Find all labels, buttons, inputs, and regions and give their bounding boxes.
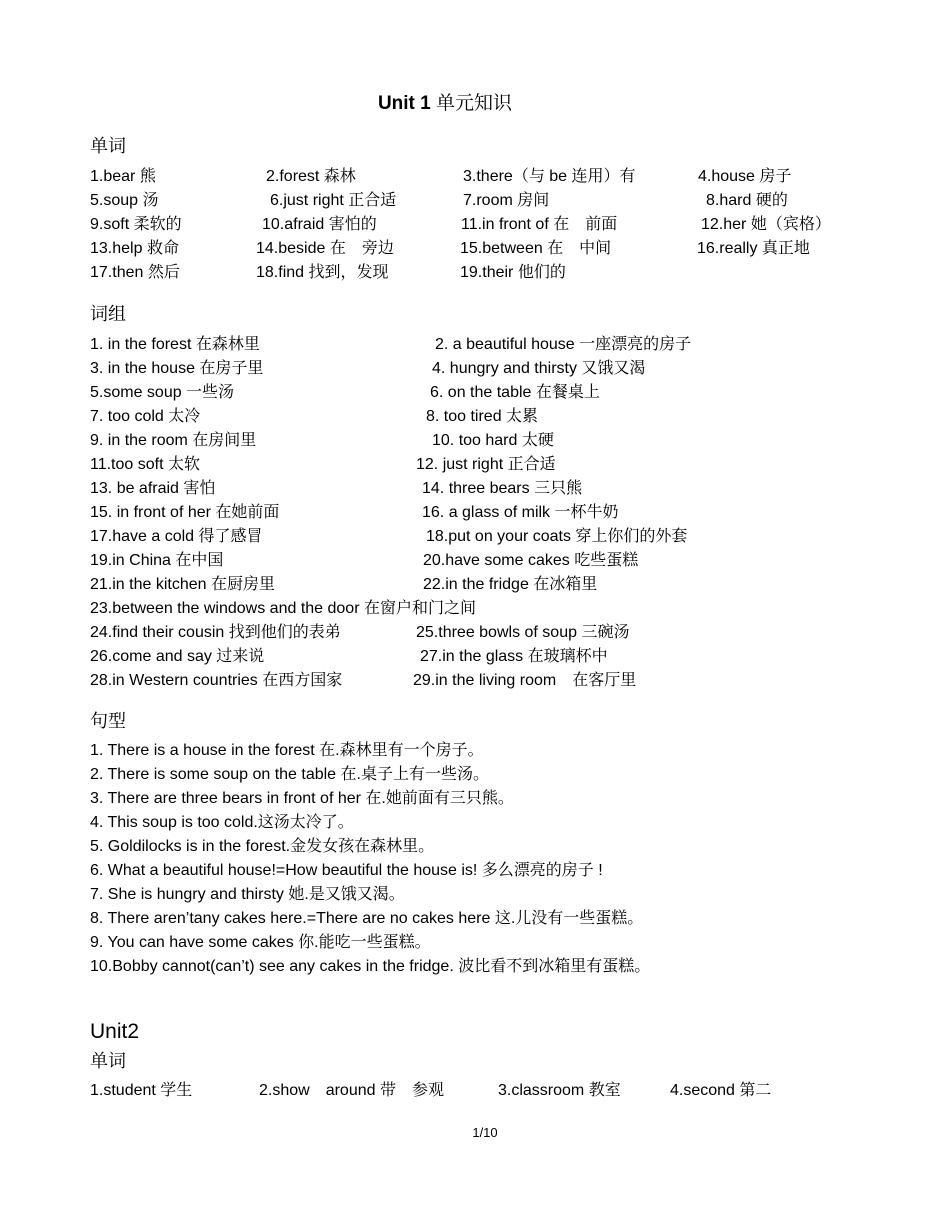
word-item: 10.afraid 害怕的 [262, 216, 377, 233]
phrase-item: 13. be afraid 害怕 [90, 480, 216, 497]
phrase-item: 26.come and say 过来说 [90, 648, 265, 665]
phrase-item: 11.too soft 太软 [90, 456, 200, 473]
phrase-item: 27.in the glass 在玻璃杯中 [420, 648, 608, 665]
words-heading: 单词 [90, 136, 126, 156]
sentence-item: 3. There are three bears in front of her 在.她前面有三只熊。 [90, 790, 514, 807]
phrase-item: 19.in China 在中国 [90, 552, 224, 569]
phrase-item: 3. in the house 在房子里 [90, 360, 264, 377]
phrase-item: 6. on the table 在餐桌上 [430, 384, 600, 401]
sentence-item: 10.Bobby cannot(can’t) see any cakes in the fridge. 波比看不到冰箱里有蛋糕。 [90, 958, 651, 975]
phrase-item: 23.between the windows and the door 在窗户和门之间 [90, 600, 476, 617]
word-item: 16.really 真正地 [697, 240, 810, 257]
word-item: 1.student 学生 [90, 1082, 193, 1099]
word-item: 6.just right 正合适 [270, 192, 397, 209]
word-item: 3.classroom 教室 [498, 1082, 621, 1099]
phrase-item: 15. in front of her 在她前面 [90, 504, 280, 521]
sentence-item: 1. There is a house in the forest 在.森林里有一个房子。 [90, 742, 484, 759]
word-item: 14.beside 在 旁边 [256, 240, 394, 257]
phrase-item: 21.in the kitchen 在厨房里 [90, 576, 275, 593]
phrase-item: 1. in the forest 在森林里 [90, 336, 260, 353]
word-item: 15.between 在 中间 [460, 240, 612, 257]
word-item: 4.house 房子 [698, 168, 792, 185]
sentence-item: 5. Goldilocks is in the forest.金发女孩在森林里。 [90, 838, 435, 855]
sentence-item: 6. What a beautiful house!=How beautiful the house is! 多么漂亮的房子 ! [90, 862, 603, 879]
sentence-item: 8. There aren’tany cakes here.=There are no cakes here 这.儿没有一些蛋糕。 [90, 910, 644, 927]
word-item: 18.find 找到，发现 [256, 264, 389, 281]
word-item: 3.there（与 be 连用）有 [463, 168, 636, 185]
word-item: 13.help 救命 [90, 240, 179, 257]
word-item: 9.soft 柔软的 [90, 216, 182, 233]
word-item: 19.their 他们的 [460, 264, 566, 281]
phrase-item: 25.three bowls of soup 三碗汤 [416, 624, 630, 641]
title-english: Unit 1 [377, 93, 431, 114]
phrase-item: 7. too cold 太冷 [90, 408, 201, 425]
word-item: 1.bear 熊 [90, 168, 156, 185]
word-item: 12.her 她（宾格） [701, 216, 831, 233]
phrase-item: 4. hungry and thirsty 又饿又渴 [432, 360, 646, 377]
unit2-words-heading: 单词 [90, 1051, 126, 1071]
page-number: 1/10 [472, 1125, 498, 1140]
sentence-item: 9. You can have some cakes 你.能吃一些蛋糕。 [90, 934, 431, 951]
word-item: 4.second 第二 [670, 1082, 772, 1099]
word-item: 5.soup 汤 [90, 192, 159, 209]
phrase-item: 14. three bears 三只熊 [422, 480, 583, 497]
sentences-heading: 句型 [90, 711, 126, 731]
phrase-item: 17.have a cold 得了感冒 [90, 528, 263, 545]
word-item: 17.then 然后 [90, 264, 180, 281]
sentence-item: 4. This soup is too cold.这汤太冷了。 [90, 814, 354, 831]
word-item: 7.room 房间 [463, 192, 550, 209]
phrases-heading: 词组 [90, 304, 126, 324]
page-title [0, 88, 890, 115]
word-item: 8.hard 硬的 [706, 192, 788, 209]
phrase-item: 28.in Western countries 在西方国家 [90, 672, 343, 689]
phrase-item: 2. a beautiful house 一座漂亮的房子 [435, 336, 692, 353]
phrase-item: 22.in the fridge 在冰箱里 [423, 576, 598, 593]
phrase-item: 5.some soup 一些汤 [90, 384, 235, 401]
unit2-title: Unit2 [90, 1020, 140, 1043]
word-item: 2.forest 森林 [266, 168, 356, 185]
word-item: 11.in front of 在 前面 [461, 216, 618, 233]
title-chinese: 单元知识 [436, 93, 513, 114]
phrase-item: 12. just right 正合适 [416, 456, 556, 473]
phrase-item: 18.put on your coats 穿上你们的外套 [426, 528, 688, 545]
phrase-item: 16. a glass of milk 一杯牛奶 [422, 504, 619, 521]
phrase-item: 10. too hard 太硬 [432, 432, 554, 449]
sentence-item: 7. She is hungry and thirsty 她.是又饿又渴。 [90, 886, 405, 903]
phrase-item: 24.find their cousin 找到他们的表弟 [90, 624, 341, 641]
phrase-item: 29.in the living room 在客厅里 [413, 672, 637, 689]
phrase-item: 20.have some cakes 吃些蛋糕 [423, 552, 639, 569]
word-item: 2.show around 带 参观 [259, 1082, 444, 1099]
phrase-item: 8. too tired 太累 [426, 408, 539, 425]
phrase-item: 9. in the room 在房间里 [90, 432, 257, 449]
sentence-item: 2. There is some soup on the table 在.桌子上有一些汤。 [90, 766, 489, 783]
